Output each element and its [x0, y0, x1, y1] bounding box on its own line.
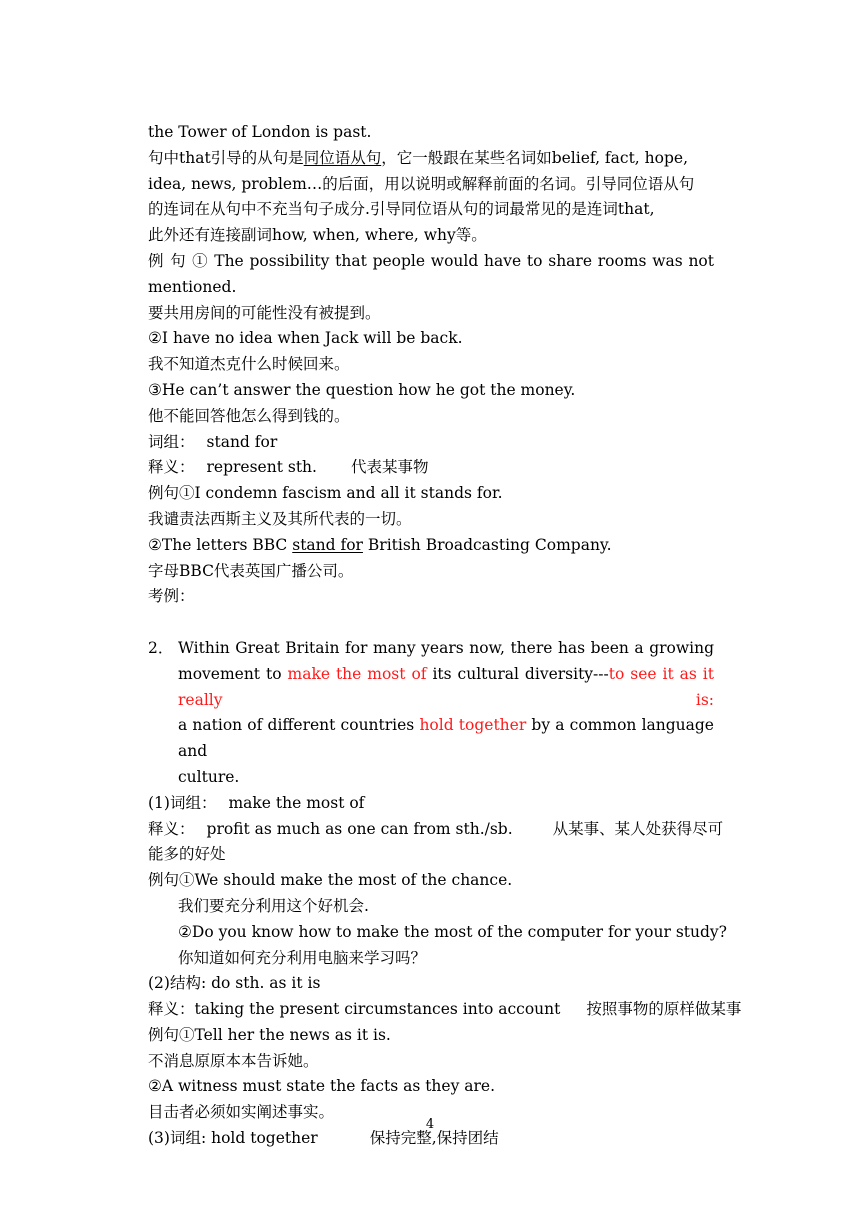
translation-line: 我不知道杰克什么时候回来。: [148, 355, 350, 374]
example-sentence-line: ③He can’t answer the question how he got the money.: [148, 380, 576, 399]
item-text-line: movement to make the most of its cultural diversity---to see it as it really is:: [178, 664, 714, 709]
text-line: the Tower of London is past.: [148, 123, 372, 141]
text-line: 的连词在从句中不充当句子成分.引导同位语从句的词最常见的是连词that,: [148, 200, 655, 219]
page-number: 4: [425, 1117, 435, 1132]
translation-line: 目击者必须如实阐述事实。: [148, 1103, 335, 1122]
translation-line: 字母BBC代表英国广播公司。: [148, 561, 354, 580]
text-line: 此外还有连接副词how, when, where, why等。: [148, 226, 487, 245]
definition-line: 能多的好处: [148, 845, 226, 864]
example-sentence-line: ②A witness must state the facts as they are.: [148, 1077, 496, 1096]
item-text-line: Within Great Britain for many years now, there has been a growing: [178, 638, 714, 657]
highlighted-phrase: make the most of: [287, 664, 427, 683]
translation-line: 不消息原原本本告诉她。: [148, 1051, 319, 1070]
example-sentence-line: ②I have no idea when Jack will be back.: [148, 329, 463, 348]
highlighted-phrase: to see it as it really is:: [178, 664, 714, 709]
exam-example-label: 考例：: [148, 587, 195, 606]
example-sentence-line: 例句①We should make the most of the chance.: [148, 871, 513, 890]
phrase-line: (1)词组： make the most of: [148, 793, 365, 812]
item-number: 2．: [148, 638, 174, 657]
definition-line: 释义： profit as much as one can from sth./sb. 从某事、某人处获得尽可: [148, 819, 724, 838]
definition-line: 释义：taking the present circumstances into account 按照事物的原样做某事: [148, 1000, 742, 1019]
highlighted-phrase: hold together: [419, 716, 527, 735]
page-content: [148, 120, 742, 1152]
text-line: mentioned.: [148, 277, 237, 296]
phrase-line: 词组： stand for: [148, 432, 278, 451]
translation-line: 要共用房间的可能性没有被提到。: [148, 303, 381, 322]
item-text-line: culture.: [178, 767, 240, 786]
structure-line: (2)结构: do sth. as it is: [148, 974, 321, 993]
example-sentence-line: ②Do you know how to make the most of the computer for your study?: [178, 922, 727, 941]
numbered-item: [148, 636, 714, 791]
translation-line: 我们要充分利用这个好机会.: [178, 896, 369, 915]
translation-line: 他不能回答他怎么得到钱的。: [148, 406, 350, 425]
definition-line: 释义： represent sth. 代表某事物: [148, 458, 429, 477]
blank-line: [148, 610, 714, 636]
text-line: idea, news, problem…的后面，用以说明或解释前面的名词。引导同位语从句: [148, 174, 695, 193]
underlined-term: 同位语从句: [303, 148, 382, 167]
translation-line: 我谴责法西斯主义及其所代表的一切。: [148, 509, 412, 528]
example-sentence-line: 例 句 ① The possibility that people would have to share rooms was not: [148, 251, 714, 270]
text-line: 句中that引导的从句是同位语从句，它一般跟在某些名词如belief, fact, hope,: [148, 148, 689, 167]
example-sentence-line: ②The letters BBC stand for British Broadcasting Company.: [148, 535, 612, 554]
underlined-phrase: stand for: [292, 535, 363, 554]
example-sentence-line: 例句①Tell her the news as it is.: [148, 1025, 391, 1044]
phrase-line: (3)词组: hold together 保持完整,保持团结: [148, 1129, 499, 1148]
item-text-line: a nation of different countries hold together by a common language and: [178, 716, 714, 761]
translation-line: 你知道如何充分利用电脑来学习吗？: [178, 948, 427, 967]
example-sentence-line: 例句①I condemn fascism and all it stands for.: [148, 484, 503, 503]
